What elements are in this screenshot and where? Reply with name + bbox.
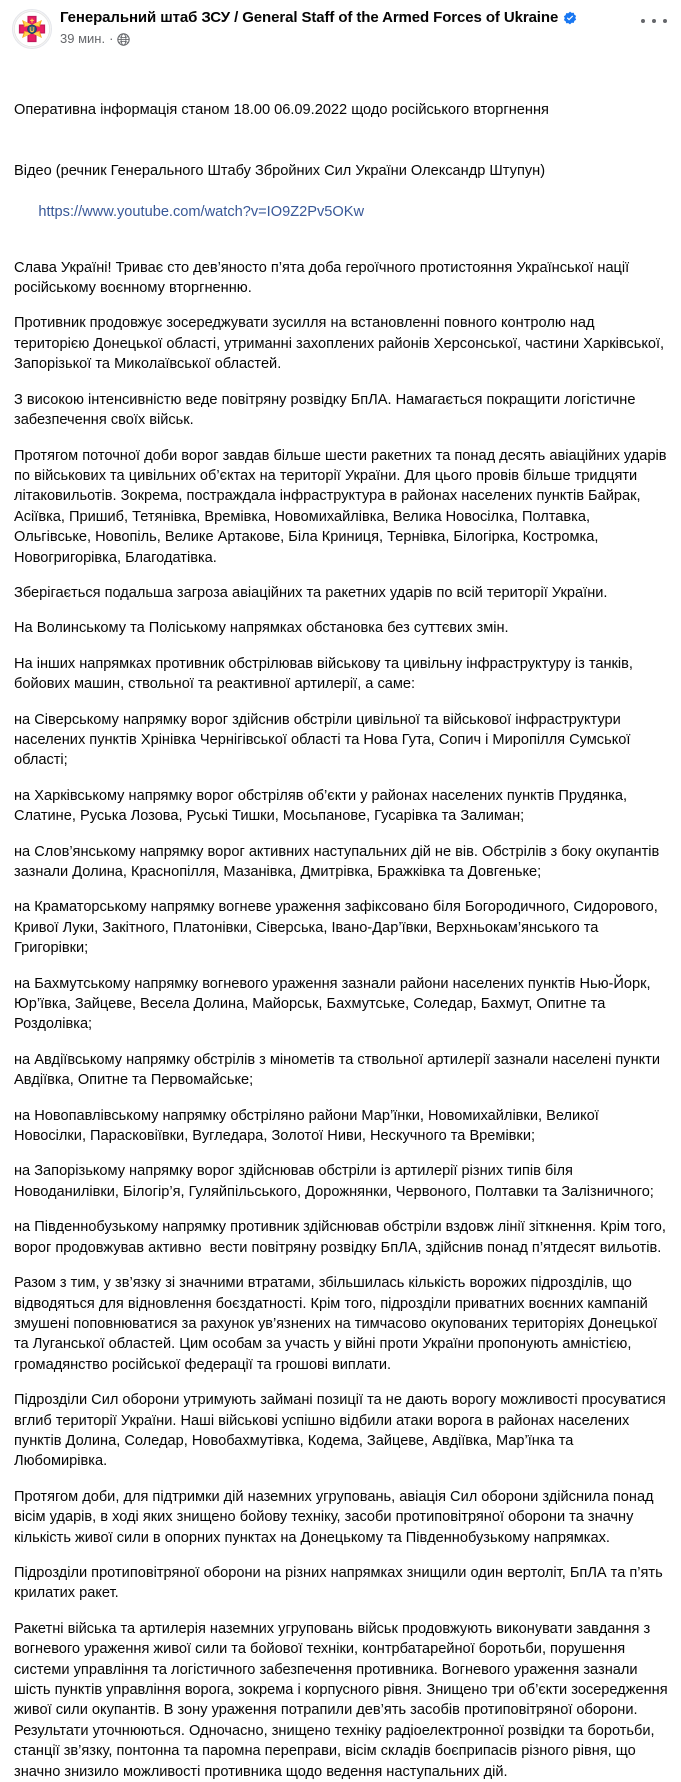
avatar[interactable] — [12, 9, 52, 49]
post-paragraph: Підрозділи Сил оборони утримують займані позиції та не дають ворогу можливості просуватися вглиб території України. Наші військові успішно відбили атаки ворога в районах населених пунктів Долина, Соледар, Новобахмутівка, Кодема, Зайцеве, Авдіївка, Мар’їнка та Любомирівка. — [14, 1392, 670, 1470]
ellipsis-dot — [652, 19, 656, 23]
post-paragraph: на Краматорському напрямку вогневе ураження зафіксовано біля Богородичного, Сидорового, Кривої Луки, Закітного, Платонівки, Сіверська, Івано-Дар’ївки, Верхньокам’янського та Григорівки; — [14, 899, 662, 957]
ellipsis-dot — [663, 19, 667, 23]
post-paragraph: на Авдіївському напрямку обстрілів з мінометів та ствольної артилерії зазнали населені пункти Авдіївка, Опитне та Первомайське; — [14, 1051, 665, 1089]
post-paragraph: на Харківському напрямку ворог обстріляв об’єкти у районах населених пунктів Прудянка, Слатине, Руська Лозова, Руські Тишки, Мосьпанове, Гусарівка та Залиман; — [14, 787, 632, 825]
ellipsis-dot — [641, 19, 645, 23]
verified-badge-icon — [563, 11, 577, 25]
post-paragraph: на Бахмутському напрямку вогневого ураження зазнали райони населених пунктів Нью-Йорк, Юр’ївка, Зайцеве, Весела Долина, Майорськ, Бахмутське, Соледар, Бахмут, Опитне та Роздолівка; — [14, 975, 655, 1033]
post-paragraph: Слава Україні! Триває сто дев’яносто п’ята доба героїчного протистояння Української нації російському воєнному вторгненню. — [14, 259, 634, 297]
author-name-row — [60, 8, 669, 28]
post-paragraph: Протягом поточної доби ворог завдав більше шести ракетних та понад десять авіаційних ударів по військових та цивільних об’єктах на території України. Для цього провів більше тридцяти літаковильотів. Зокрема, постраждала інфраструктура в районах населених пунктів Байрак, Асіївка, Пришиб, Тетянівка, Времівка, Новомихайлівка, Велика Новосілка, Полтавка, Ольгівське, Новопіль, Велике Артакове, Біла Криниця, Тернівка, Білогірка, Костромка, Новогригорівка, Благодатівка. — [14, 447, 671, 566]
post-paragraph: на Слов’янському напрямку ворог активних наступальних дій не вів. Обстрілів з боку окупантів зазнали Долина, Краснопілля, Мазанівка, Дмитрівка, Бражківка та Довгеньке; — [14, 843, 664, 880]
post-timestamp[interactable]: 39 мин. — [60, 31, 106, 46]
post-intro-block — [14, 59, 668, 243]
post-paragraph: На інших напрямках противник обстрілював військову та цивільну інфраструктуру із танків, бойових машин, ствольної та реактивної артилерії, а саме: — [14, 655, 638, 693]
more-options-ellipsis-icon[interactable] — [641, 14, 667, 28]
post-author-block — [60, 8, 669, 47]
intro-line-video: Відео (речник Генерального Штабу Збройних Сил України Олександр Штупун) — [14, 163, 546, 180]
globe-public-icon[interactable] — [117, 33, 130, 46]
post-paragraph: Зберігається подальша загроза авіаційних та ракетних ударів по всій території України. — [14, 584, 608, 601]
page-name[interactable]: Генеральний штаб ЗСУ / General Staff of the Armed Forces of Ukraine — [60, 9, 559, 26]
meta-separator: · — [109, 31, 114, 46]
youtube-video-link[interactable]: https://www.youtube.com/watch?v=IO9Z2Pv5OKw — [38, 203, 364, 220]
post-paragraph: Протягом доби, для підтримки дій наземних угруповань, авіація Сил оборони здійснила понад вісім ударів, в ході яких знищено бойову техніку, засоби протиповітряної оборони та значну кількість живої сили в опорних пунктах на Донецькому та Південнобузькому напрямках. — [14, 1488, 658, 1546]
post-paragraph: Противник продовжує зосереджувати зусилля на встановленні повного контролю над територією Донецької області, утриманні захоплених районів Херсонської, частини Харківської, Запорізької та Миколаївської областей. — [14, 315, 669, 373]
post-header — [0, 0, 681, 49]
post-paragraph: Підрозділи протиповітряної оборони на різних напрямках знищили один вертоліт, БпЛА та п’ять крилатих ракет. — [14, 1564, 667, 1602]
post-paragraph: на Сіверському напрямку ворог здійснив обстріли цивільної та військової інфраструктури населених пунктів Хрінівка Чернігівської області та Нова Гута, Сопич і Миропілля Сумської області; — [14, 711, 635, 769]
post-body — [0, 49, 681, 1782]
post-paragraph: на Новопавлівському напрямку обстріляно райони Мар’їнки, Новомихайлівки, Великої Новосілки, Парасковіївки, Вугледара, Золотої Ниви, Нескучного та Времівки; — [14, 1107, 603, 1145]
post-paragraph: на Південнобузькому напрямку противник здійснював обстріли вздовж лінії зіткнення. Крім того, ворог продовжував активно вести повітряну розвідку БпЛА, здійснив понад п’ятдесят вильотів. — [14, 1219, 670, 1256]
post-paragraph: З високою інтенсивністю веде повітряну розвідку БпЛА. Намагається покращити логістичне забезпечення своїх військ. — [14, 391, 640, 429]
post-paragraph: На Волинському та Поліському напрямках обстановка без суттєвих змін. — [14, 620, 509, 637]
armed-forces-of-ukraine-emblem-icon — [13, 10, 51, 48]
post-paragraph: Разом з тим, у зв’язку зі значними втратами, збільшилась кількість ворожих підрозділів, що відводяться для відновлення боєздатності. Крім того, підрозділи приватних воєнних кампаній змушені поповнюватися за рахунок ув’язнених на тимчасово окупованих територіях Донецької та Луганської областей. Цим особам за участь у війні проти України пропонують амністією, громадянство російської федерації та грошові виплати. — [14, 1275, 662, 1373]
post-paragraph: Ракетні війська та артилерія наземних угруповань військ продовжують виконувати завдання з вогневого ураження живої сили та бойової техніки, контрбатарейної боротьби, порушення системи управління та логістичного забезпечення противника. Вогневого ураження зазнали шість пунктів управління ворога, зокрема і корпусного рівня. Знищено три об’єкти зосередження живої сили окупантів. В зону ураження потрапили дев’ять засобів протиповітряної оборони. Результати уточнюються. Одночасно, знищено техніку радіоелектронної розвідки та боротьби, станції зв’язку, понтонна та паромна переправи, вісім складів боєприпасів різного рівня, що значно знизило можливості противника щодо ведення наступальних дій. — [14, 1620, 672, 1780]
intro-line-title: Оперативна інформація станом 18.00 06.09.2022 щодо російського вторгнення — [14, 101, 549, 118]
post-paragraph: на Запорізькому напрямку ворог здійснював обстріли із артилерії різних типів біля Новоданилівки, Білогір’я, Гуляйпільського, Дорожнянки, Червоного, Полтавки та Залізничного; — [14, 1163, 654, 1200]
post-meta-row — [60, 31, 669, 47]
